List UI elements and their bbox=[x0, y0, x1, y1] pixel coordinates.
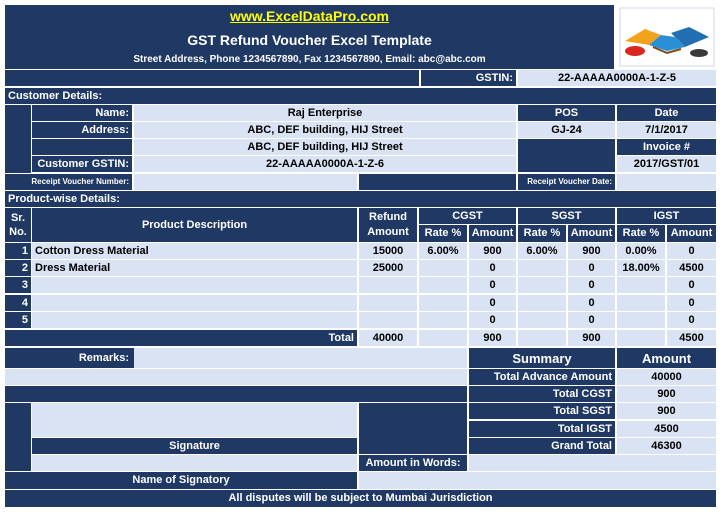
receipt-voucher-date-value[interactable] bbox=[617, 174, 716, 190]
product-row-description[interactable] bbox=[32, 295, 357, 311]
product-row-sr: 5 bbox=[5, 312, 31, 328]
receipt-voucher-gap bbox=[359, 174, 516, 190]
product-row-refund[interactable] bbox=[359, 277, 417, 293]
remarks-divider bbox=[5, 386, 467, 402]
sr-header-text: Sr. bbox=[10, 211, 26, 224]
product-row-sgst-amount: 0 bbox=[568, 277, 615, 293]
jurisdiction-footer: All disputes will be subject to Mumbai Jurisdiction bbox=[5, 490, 716, 507]
summary-item-label: Total Advance Amount bbox=[469, 369, 615, 385]
gstin-value[interactable]: 22-AAAAA0000A-1-Z-5 bbox=[518, 70, 716, 86]
summary-item-value: 46300 bbox=[617, 438, 716, 454]
customer-gstin-value[interactable]: 22-AAAAA0000A-1-Z-6 bbox=[134, 156, 516, 172]
igst-header: IGST bbox=[617, 208, 716, 224]
date-label: Date bbox=[617, 105, 716, 121]
summary-item-value: 4500 bbox=[617, 421, 716, 437]
invoice-label: Invoice # bbox=[617, 139, 716, 155]
signatory-name-input[interactable] bbox=[359, 472, 716, 489]
gstin-row-bg bbox=[5, 70, 419, 86]
pos-value[interactable]: GJ-24 bbox=[518, 122, 615, 138]
igst-amount-header: Amount bbox=[667, 225, 716, 242]
product-row-refund[interactable]: 25000 bbox=[359, 260, 417, 276]
summary-item-value: 900 bbox=[617, 386, 716, 402]
name-of-signatory-label: Name of Signatory bbox=[5, 472, 357, 489]
product-row-igst-rate[interactable]: 18.00% bbox=[617, 260, 665, 276]
sgst-rate-header: Rate % bbox=[518, 225, 566, 242]
customer-details-label: Customer Details: bbox=[5, 88, 716, 104]
product-row-description[interactable]: Cotton Dress Material bbox=[32, 243, 357, 259]
product-row-description[interactable] bbox=[32, 277, 357, 293]
customer-address-line1[interactable]: ABC, DEF building, HIJ Street bbox=[134, 122, 516, 138]
igst-rate-header: Rate % bbox=[617, 225, 665, 242]
product-row-igst-rate[interactable] bbox=[617, 312, 665, 328]
product-row-igst-rate[interactable]: 0.00% bbox=[617, 243, 665, 259]
summary-item-label: Total IGST bbox=[469, 421, 615, 437]
refund-amount-header-text: Amount bbox=[367, 226, 409, 238]
product-row-sr: 2 bbox=[5, 260, 31, 276]
product-row-cgst-rate[interactable] bbox=[419, 277, 467, 293]
product-row-cgst-amount: 0 bbox=[469, 295, 516, 311]
receipt-voucher-number-label: Receipt Voucher Number: bbox=[5, 174, 132, 190]
product-row-sr: 3 bbox=[5, 277, 31, 293]
customer-address-line2[interactable]: ABC, DEF building, HIJ Street bbox=[134, 139, 516, 155]
total-sgst-rate bbox=[518, 330, 566, 346]
address-line2-label-cell bbox=[32, 139, 132, 155]
product-row-description[interactable] bbox=[32, 312, 357, 328]
receipt-voucher-number-value[interactable] bbox=[134, 174, 357, 190]
gstin-label: GSTIN: bbox=[421, 70, 516, 86]
invoice-value[interactable]: 2017/GST/01 bbox=[617, 156, 716, 172]
customer-address-label: Address: bbox=[32, 122, 132, 138]
total-igst-amount: 4500 bbox=[667, 330, 716, 346]
product-row-igst-amount: 4500 bbox=[667, 260, 716, 276]
no-header-text: No. bbox=[9, 225, 27, 238]
product-description-header: Product Description bbox=[32, 208, 357, 242]
signature-name-box[interactable] bbox=[32, 455, 357, 471]
product-row-sgst-rate[interactable] bbox=[518, 312, 566, 328]
remarks-input[interactable] bbox=[134, 348, 467, 368]
amount-in-words-label: Amount in Words: bbox=[359, 455, 467, 471]
product-row-sgst-amount: 0 bbox=[568, 295, 615, 311]
summary-item-label: Grand Total bbox=[469, 438, 615, 454]
product-row-igst-amount: 0 bbox=[667, 243, 716, 259]
product-row-sr: 1 bbox=[5, 243, 31, 259]
amount-in-words-value[interactable] bbox=[469, 455, 716, 471]
template-title: GST Refund Voucher Excel Template bbox=[5, 29, 614, 51]
product-row-cgst-amount: 0 bbox=[469, 260, 516, 276]
customer-name-value[interactable]: Raj Enterprise bbox=[134, 105, 516, 121]
product-row-cgst-rate[interactable] bbox=[419, 312, 467, 328]
product-row-cgst-rate[interactable] bbox=[419, 260, 467, 276]
summary-item-value: 900 bbox=[617, 403, 716, 419]
cgst-rate-header: Rate % bbox=[419, 225, 467, 242]
product-row-cgst-rate[interactable] bbox=[419, 295, 467, 311]
refund-amount-header bbox=[359, 208, 417, 242]
product-row-refund[interactable] bbox=[359, 295, 417, 311]
product-row-sgst-rate[interactable] bbox=[518, 277, 566, 293]
product-row-sgst-rate[interactable] bbox=[518, 260, 566, 276]
product-row-cgst-rate[interactable]: 6.00% bbox=[419, 243, 467, 259]
total-igst-rate bbox=[617, 330, 665, 346]
product-row-cgst-amount: 900 bbox=[469, 243, 516, 259]
signature-left-gutter bbox=[5, 403, 31, 471]
refund-header-text: Refund bbox=[369, 211, 407, 223]
customer-gstin-label: Customer GSTIN: bbox=[32, 156, 132, 172]
remarks-label: Remarks: bbox=[32, 348, 132, 368]
total-cgst-rate bbox=[419, 330, 467, 346]
company-logo bbox=[617, 5, 717, 68]
pos-blank-cell bbox=[518, 139, 615, 172]
sgst-amount-header: Amount bbox=[568, 225, 615, 242]
summary-item-label: Total CGST bbox=[469, 386, 615, 402]
product-row-igst-rate[interactable] bbox=[617, 277, 665, 293]
product-row-cgst-amount: 0 bbox=[469, 277, 516, 293]
product-row-igst-rate[interactable] bbox=[617, 295, 665, 311]
total-refund: 40000 bbox=[359, 330, 417, 346]
receipt-voucher-date-label: Receipt Voucher Date: bbox=[518, 174, 615, 190]
company-address: Street Address, Phone 1234567890, Fax 1234567890, Email: abc@abc.com bbox=[5, 52, 614, 68]
product-row-sgst-amount: 0 bbox=[568, 260, 615, 276]
product-row-refund[interactable]: 15000 bbox=[359, 243, 417, 259]
pos-label: POS bbox=[518, 105, 615, 121]
cgst-header: CGST bbox=[419, 208, 516, 224]
product-row-igst-amount: 0 bbox=[667, 295, 716, 311]
cgst-amount-header: Amount bbox=[469, 225, 516, 242]
product-row-igst-amount: 0 bbox=[667, 277, 716, 293]
product-row-sgst-amount: 900 bbox=[568, 243, 615, 259]
total-sgst-amount: 900 bbox=[568, 330, 615, 346]
product-details-label: Product-wise Details: bbox=[5, 191, 716, 207]
date-value[interactable]: 7/1/2017 bbox=[617, 122, 716, 138]
product-row-sgst-rate[interactable]: 6.00% bbox=[518, 243, 566, 259]
product-row-sgst-rate[interactable] bbox=[518, 295, 566, 311]
website-link[interactable]: www.ExcelDataPro.com bbox=[5, 5, 614, 27]
sr-no-header bbox=[5, 208, 31, 242]
remarks-extension[interactable] bbox=[5, 369, 467, 385]
sgst-header: SGST bbox=[518, 208, 615, 224]
summary-amount-heading: Amount bbox=[617, 348, 716, 368]
product-row-cgst-amount: 0 bbox=[469, 312, 516, 328]
total-cgst-amount: 900 bbox=[469, 330, 516, 346]
customer-left-gutter bbox=[5, 105, 31, 173]
product-row-sr: 4 bbox=[5, 295, 31, 311]
product-row-igst-amount: 0 bbox=[667, 312, 716, 328]
customer-name-label: Name: bbox=[32, 105, 132, 121]
summary-item-value: 40000 bbox=[617, 369, 716, 385]
summary-item-label: Total SGST bbox=[469, 403, 615, 419]
handshake-logo-icon bbox=[619, 7, 715, 67]
product-row-sgst-amount: 0 bbox=[568, 312, 615, 328]
product-row-refund[interactable] bbox=[359, 312, 417, 328]
signature-right-panel bbox=[359, 403, 467, 454]
signature-box[interactable] bbox=[32, 403, 357, 437]
signature-label: Signature bbox=[32, 438, 357, 454]
product-row-description[interactable]: Dress Material bbox=[32, 260, 357, 276]
total-label: Total bbox=[5, 330, 357, 346]
summary-heading: Summary bbox=[469, 348, 615, 368]
